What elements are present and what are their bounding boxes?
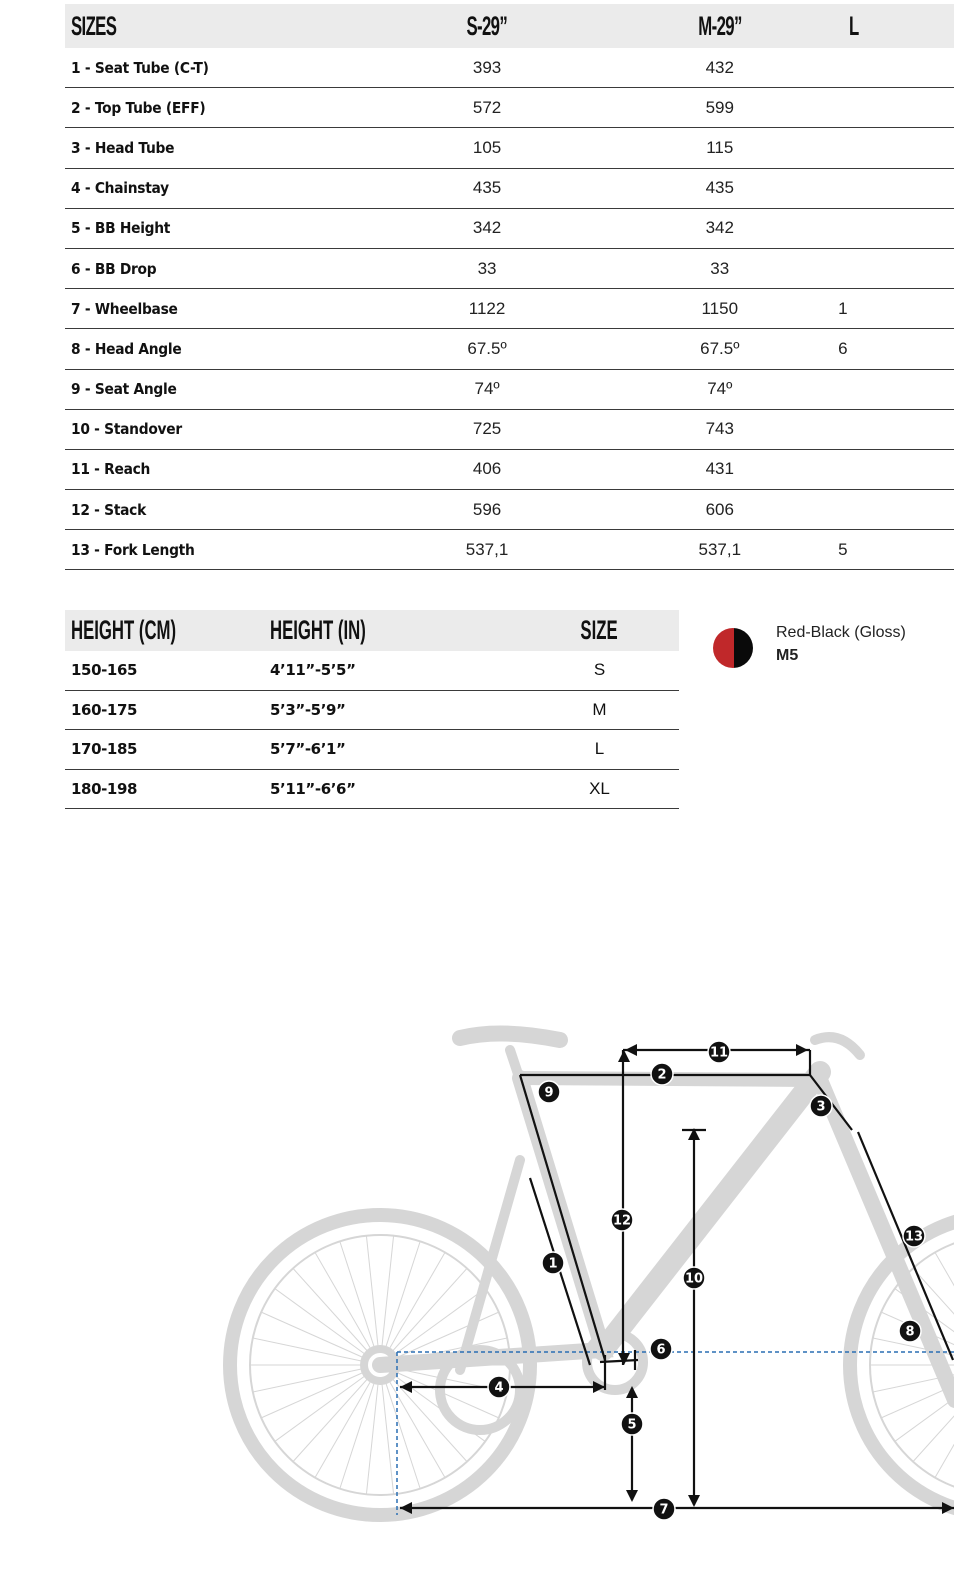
value-l [836, 88, 954, 128]
value-l [836, 168, 954, 208]
dimension-markers [488, 1041, 925, 1520]
height-in: 5’11”-6’6” [270, 769, 520, 809]
marker-8 [899, 1320, 921, 1342]
geometry-row [65, 208, 954, 248]
height-cm: 160-175 [65, 690, 270, 730]
value-l [836, 409, 954, 449]
size-m-header: M-29” [603, 4, 836, 48]
height-cm: 180-198 [65, 769, 270, 809]
value-s: 74º [371, 369, 604, 409]
height-in-header: HEIGHT (IN) [270, 610, 520, 651]
geometry-label: 2 - Top Tube (EFF) [65, 88, 371, 128]
geometry-row [65, 490, 954, 530]
marker-11 [708, 1041, 730, 1063]
marker-10 [683, 1267, 705, 1289]
marker-9 [538, 1081, 560, 1103]
color-swatch[interactable] [713, 628, 753, 668]
geometry-row [65, 289, 954, 329]
swatch-black-half [734, 628, 753, 668]
value-m: 342 [603, 208, 836, 248]
value-s: 393 [371, 48, 604, 88]
value-m: 606 [603, 490, 836, 530]
value-m: 431 [603, 449, 836, 489]
value-m: 115 [603, 128, 836, 168]
height-in: 5’3”-5’9” [270, 690, 520, 730]
value-l: 1 [836, 289, 954, 329]
value-m: 74º [603, 369, 836, 409]
value-m: 1150 [603, 289, 836, 329]
geometry-label: 7 - Wheelbase [65, 289, 371, 329]
svg-text:13: 13 [904, 1229, 924, 1245]
value-l [836, 369, 954, 409]
geometry-label: 12 - Stack [65, 490, 371, 530]
svg-text:6: 6 [656, 1342, 666, 1358]
height-row [65, 769, 679, 809]
value-s: 105 [371, 128, 604, 168]
geometry-label: 9 - Seat Angle [65, 369, 371, 409]
svg-text:2: 2 [657, 1067, 667, 1083]
geometry-row [65, 128, 954, 168]
value-m: 67.5º [603, 329, 836, 369]
geometry-label: 11 - Reach [65, 449, 371, 489]
marker-13 [903, 1225, 925, 1247]
value-s: 537,1 [371, 530, 604, 570]
swatch-red-half [713, 628, 734, 668]
value-s: 725 [371, 409, 604, 449]
geometry-row [65, 409, 954, 449]
value-m: 33 [603, 248, 836, 288]
bike-geometry-illustration [220, 1010, 954, 1570]
marker-12 [611, 1209, 633, 1231]
geometry-row [65, 369, 954, 409]
height-cm: 150-165 [65, 651, 270, 690]
geometry-row [65, 329, 954, 369]
value-m: 537,1 [603, 530, 836, 570]
recommended-size: L [520, 730, 679, 770]
geometry-row [65, 168, 954, 208]
color-code: M5 [776, 647, 799, 664]
value-l [836, 208, 954, 248]
svg-text:1: 1 [548, 1256, 558, 1272]
svg-text:3: 3 [816, 1099, 826, 1115]
svg-text:12: 12 [612, 1213, 632, 1229]
geometry-diagram [220, 1010, 954, 1570]
recommended-size: M [520, 690, 679, 730]
marker-5 [621, 1413, 643, 1435]
value-l: 6 [836, 329, 954, 369]
geometry-row [65, 248, 954, 288]
height-row [65, 651, 679, 690]
size-header: SIZE [520, 610, 679, 651]
geometry-row [65, 88, 954, 128]
height-row [65, 730, 679, 770]
marker-1 [542, 1252, 564, 1274]
geometry-label: 3 - Head Tube [65, 128, 371, 168]
svg-text:4: 4 [494, 1380, 504, 1396]
value-l [836, 248, 954, 288]
height-cm-header: HEIGHT (CM) [65, 610, 270, 651]
recommended-size: XL [520, 769, 679, 809]
sizes-header: SIZES [65, 4, 371, 48]
svg-text:7: 7 [659, 1502, 669, 1518]
svg-text:9: 9 [544, 1085, 554, 1101]
geometry-row [65, 449, 954, 489]
value-l: 5 [836, 530, 954, 570]
geometry-header-row [65, 4, 954, 48]
recommended-size: S [520, 651, 679, 690]
value-s: 1122 [371, 289, 604, 329]
svg-text:11: 11 [709, 1045, 729, 1061]
value-s: 342 [371, 208, 604, 248]
value-m: 599 [603, 88, 836, 128]
geometry-label: 5 - BB Height [65, 208, 371, 248]
value-m: 435 [603, 168, 836, 208]
geometry-row [65, 48, 954, 88]
height-row [65, 690, 679, 730]
height-cm: 170-185 [65, 730, 270, 770]
value-s: 33 [371, 248, 604, 288]
value-m: 432 [603, 48, 836, 88]
marker-2 [651, 1063, 673, 1085]
svg-text:8: 8 [905, 1324, 915, 1340]
height-in: 4’11”-5’5” [270, 651, 520, 690]
color-name: Red-Black (Gloss) [776, 624, 906, 641]
marker-3 [810, 1095, 832, 1117]
geometry-label: 8 - Head Angle [65, 329, 371, 369]
geometry-label: 13 - Fork Length [65, 530, 371, 570]
geometry-table [65, 4, 954, 570]
marker-6 [650, 1338, 672, 1360]
geometry-label: 4 - Chainstay [65, 168, 371, 208]
value-m: 743 [603, 409, 836, 449]
value-s: 406 [371, 449, 604, 489]
value-s: 67.5º [371, 329, 604, 369]
value-l [836, 449, 954, 489]
svg-text:10: 10 [684, 1271, 704, 1287]
geometry-label: 6 - BB Drop [65, 248, 371, 288]
value-s: 596 [371, 490, 604, 530]
value-l [836, 490, 954, 530]
size-s-header: S-29” [371, 4, 604, 48]
value-s: 572 [371, 88, 604, 128]
svg-text:5: 5 [627, 1417, 637, 1433]
height-header-row [65, 610, 679, 651]
geometry-label: 1 - Seat Tube (C-T) [65, 48, 371, 88]
geometry-label: 10 - Standover [65, 409, 371, 449]
bike-silhouette [230, 1033, 954, 1515]
marker-7 [653, 1498, 675, 1520]
marker-4 [488, 1376, 510, 1398]
height-size-table [65, 610, 679, 809]
value-l [836, 48, 954, 88]
height-in: 5’7”-6’1” [270, 730, 520, 770]
size-l-header: L [836, 4, 954, 48]
value-l [836, 128, 954, 168]
value-s: 435 [371, 168, 604, 208]
geometry-row [65, 530, 954, 570]
